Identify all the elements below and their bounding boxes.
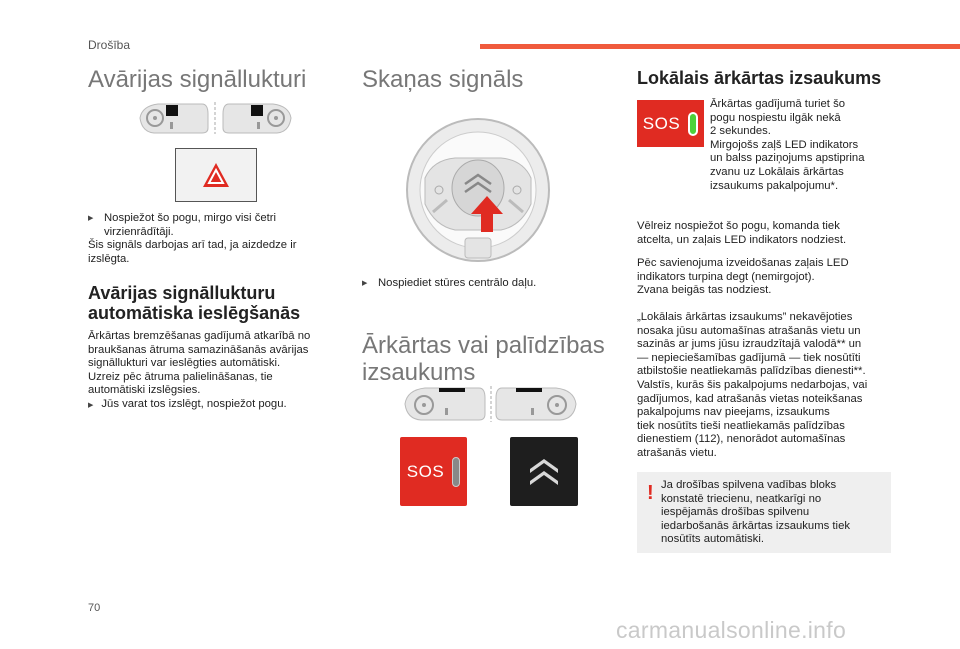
local-sos-button[interactable]: [637, 100, 704, 147]
hazard-instructions: [88, 212, 328, 266]
sos-indicator: [452, 457, 460, 487]
service-line-7: gadījumos, kad atrašanās vietas noteikšanas: [637, 392, 863, 405]
horn-title: Skaņas signāls: [362, 66, 524, 93]
assistance-button[interactable]: [510, 437, 578, 506]
warning-line-1: Ja drošības spilvena vadības bloks: [661, 479, 837, 491]
watermark: carmanualsonline.info: [616, 617, 847, 643]
auto-hazard-subtitle-line-2: automātiska ieslēgšanās: [88, 303, 301, 323]
connection-line-2: indikators turpina degt (nemirgojot).: [637, 270, 815, 283]
auto-hazard-bullet-text: Jūs varat tos izslēgt, nospiežot pogu.: [101, 397, 287, 410]
service-line-8: pakalpojums nav pieejams, izsaukums: [637, 406, 830, 419]
cancel-line-1: Vēlreiz nospiežot šo pogu, komanda tiek: [637, 220, 840, 232]
service-paragraph: [637, 311, 902, 461]
service-line-1: „Lokālais ārkārtas izsaukums” nekavējoties: [637, 311, 853, 323]
airbag-warning-box: [637, 472, 891, 553]
auto-hazard-bullet: [88, 398, 338, 413]
warning-text: [661, 479, 883, 547]
exclamation-icon: !: [647, 482, 654, 504]
cancel-paragraph: [637, 220, 897, 247]
chevron-logo-icon: [526, 455, 562, 489]
hazard-bullet-line-2: virzienrādītāji.: [104, 225, 174, 238]
intro-line-6: zvanu uz Lokālais ārkārtas: [710, 165, 844, 178]
service-line-3: sazinās ar jums jūsu izraudzītajā valodā** un: [637, 338, 862, 351]
page-number: 70: [88, 602, 101, 614]
hazard-bullet: [88, 212, 328, 239]
accent-bar: [480, 44, 960, 49]
overhead-console-icon: [138, 100, 293, 136]
warning-line-3: iespējamās drošības spilvenu: [661, 506, 810, 519]
service-line-5: atbilstošie neatliekamās palīdzības dienesti**.: [637, 365, 866, 378]
intro-line-2: pogu nospiestu ilgāk nekā: [710, 111, 841, 124]
auto-hazard-subtitle-line-1: Avārijas signāllukturu: [88, 283, 276, 303]
intro-line-5: un balss paziņojums apstiprina: [710, 152, 865, 165]
warning-line-2: konstatē triecienu, neatkarīgi no: [661, 492, 822, 505]
service-line-10: dienestiem (112), nenorādot automašīnas: [637, 433, 846, 446]
overhead-console-icon: [403, 384, 578, 424]
hazard-lights-title: Avārijas signāllukturi: [88, 66, 307, 93]
service-line-6: Valstīs, kurās šis pakalpojums nedarbojas, vai: [637, 378, 868, 391]
horn-bullet: ▶ Nospiediet stūres centrālo daļu.: [362, 277, 592, 291]
hazard-note: Šis signāls darbojas arī tad, ja aizdedze ir izslēgta.: [88, 239, 297, 265]
green-led-indicator: [688, 112, 698, 136]
auto-hazard-line-5: automātiski izslēgsies.: [88, 384, 201, 397]
hazard-triangle-icon: [201, 161, 231, 189]
connection-paragraph: [637, 257, 897, 298]
auto-hazard-line-4: Uzreiz pēc ātruma palielināšanas, tie: [88, 370, 273, 383]
sos-button[interactable]: [400, 437, 467, 506]
auto-hazard-line-3: signāllukturi var ieslēgties automātiski.: [88, 357, 281, 370]
intro-line-1: Ārkārtas gadījumā turiet šo: [710, 98, 845, 110]
intro-line-7: izsaukums pakalpojumu*.: [710, 179, 839, 192]
service-line-2: nosaka jūsu automašīnas atrašanās vietu un: [637, 324, 861, 337]
auto-hazard-line-2: braukšanas ātruma samazināšanās avārijas: [88, 343, 309, 356]
hazard-bullet-line-1: Nospiežot šo pogu, mirgo visi četri: [104, 212, 277, 224]
local-sos-label: SOS: [642, 113, 681, 133]
warning-line-4: iedarbošanās ārkārtas izsaukums tiek: [661, 519, 850, 532]
auto-hazard-body: [88, 330, 338, 413]
warning-line-5: nosūtīts automātiski.: [661, 533, 764, 546]
service-line-4: — nepieciešamības gadījumā — tiek nosūtīti: [637, 351, 861, 364]
cancel-line-2: atcelta, un zaļais LED indikators nodziest.: [637, 233, 847, 246]
local-emergency-intro: [710, 98, 890, 193]
service-line-9: tiek nosūtīts tieši neatliekamās palīdzības: [637, 419, 845, 432]
section-label: Drošība: [88, 38, 131, 52]
emergency-call-title-line-1: Ārkārtas vai palīdzības: [362, 332, 605, 359]
intro-line-4: Mirgojošs zaļš LED indikators: [710, 138, 859, 151]
service-line-11: atrašanās vietu.: [637, 446, 717, 459]
auto-hazard-line-1: Ārkārtas bremzēšanas gadījumā atkarībā no: [88, 330, 311, 342]
connection-line-3: Zvana beigās tas nodziest.: [637, 284, 772, 297]
auto-hazard-subtitle: [88, 283, 300, 323]
hazard-switch: [175, 148, 257, 202]
local-emergency-title: Lokālais ārkārtas izsaukums: [637, 68, 882, 88]
connection-line-1: Pēc savienojuma izveidošanas zaļais LED: [637, 257, 849, 269]
horn-instruction: [362, 277, 592, 291]
steering-wheel-icon: [403, 108, 553, 270]
intro-line-3: 2 sekundes.: [710, 125, 771, 138]
sos-label: SOS: [406, 461, 445, 481]
emergency-call-title: [362, 332, 605, 386]
emergency-call-title-line-2: izsaukums: [362, 359, 476, 386]
